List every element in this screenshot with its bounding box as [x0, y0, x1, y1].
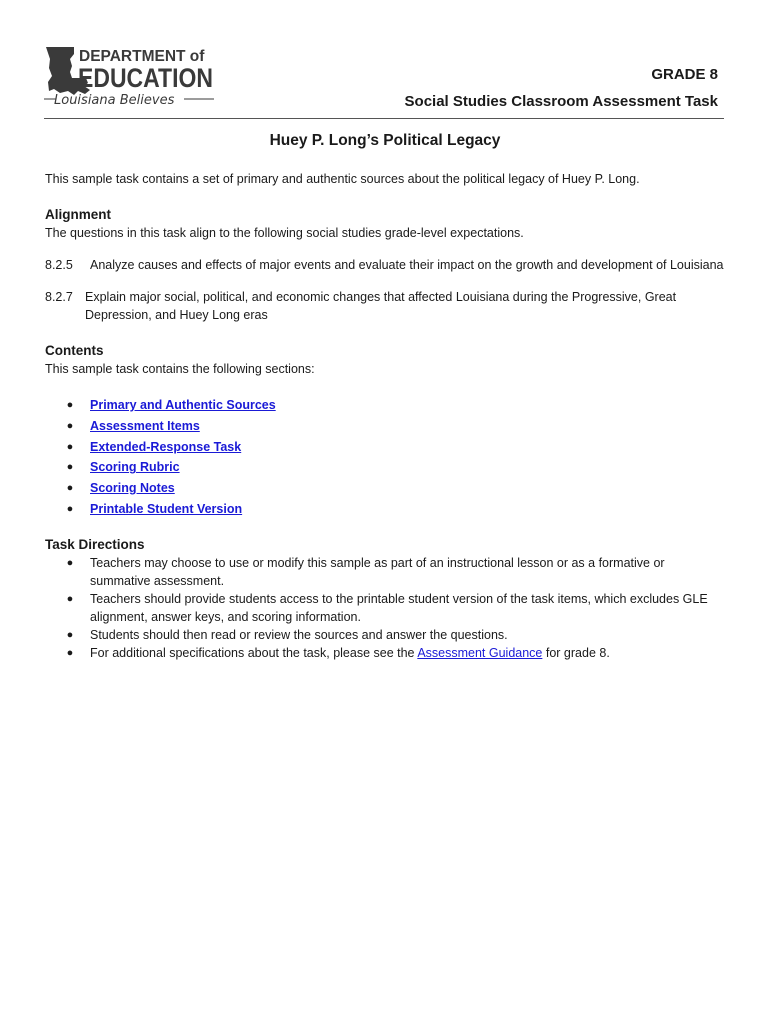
bullet-icon: ●	[66, 502, 74, 515]
bullet-icon: ●	[66, 419, 74, 432]
direction-text: Teachers should provide students access to the printable student version of the task items, which excludes GLE alignment, answer keys, and scoring information.	[90, 591, 708, 624]
link-assessment-items[interactable]: Assessment Items	[90, 418, 200, 433]
bullet-icon: ●	[66, 399, 74, 411]
bullet-icon: ●	[66, 628, 74, 641]
gle-text: Analyze causes and effects of major events and evaluate their impact on the growth and development of Louisiana	[90, 258, 724, 272]
task-directions-section	[45, 536, 725, 662]
direction-text-before: For additional specifications about the task, please see the	[90, 645, 415, 660]
direction-text-after: for grade 8.	[545, 645, 610, 660]
contents-section	[45, 342, 725, 518]
list-item	[45, 644, 725, 662]
bullet-icon: ●	[66, 646, 74, 659]
contents-heading: Contents	[45, 343, 104, 358]
direction-text: Teachers may choose to use or modify this sample as part of an instructional lesson or as a formative or summative assessment.	[90, 555, 665, 588]
bullet-icon: ●	[66, 592, 74, 605]
link-scoring-rubric[interactable]: Scoring Rubric	[90, 460, 180, 475]
list-item	[45, 396, 725, 414]
list-item	[45, 417, 725, 435]
link-extended-response-task[interactable]: Extended-Response Task	[90, 439, 242, 454]
grade-label: GRADE 8	[651, 66, 718, 83]
document-subtitle: Social Studies Classroom Assessment Task	[404, 93, 718, 110]
logo-tagline: Louisiana Believes	[54, 93, 175, 108]
document-body	[45, 170, 725, 662]
link-assessment-guidance[interactable]: Assessment Guidance	[417, 645, 543, 660]
gle-code: 8.2.5	[45, 258, 73, 272]
list-item	[45, 500, 725, 518]
bullet-icon: ●	[66, 461, 74, 474]
list-item	[45, 458, 725, 476]
link-printable-student-version[interactable]: Printable Student Version	[90, 501, 243, 516]
list-item	[45, 554, 725, 590]
list-item	[45, 590, 725, 626]
logo-line2: EDUCATION	[78, 63, 213, 93]
page-title: Huey P. Long’s Political Legacy	[269, 132, 501, 149]
page-header	[44, 42, 724, 119]
logo-line1: DEPARTMENT of	[79, 48, 205, 65]
bullet-icon: ●	[66, 556, 74, 569]
contents-text: This sample task contains the following sections:	[45, 362, 315, 376]
bullet-icon: ●	[66, 440, 74, 453]
link-primary-sources[interactable]: Primary and Authentic Sources	[90, 398, 276, 412]
contents-link-list	[45, 396, 725, 518]
list-item	[45, 479, 725, 497]
department-of-education-logo	[44, 42, 219, 110]
task-directions-list	[45, 554, 725, 662]
gle-code: 8.2.7	[45, 290, 73, 304]
list-item	[45, 438, 725, 456]
bullet-icon: ●	[66, 482, 74, 495]
task-directions-heading: Task Directions	[45, 536, 145, 552]
alignment-text: The questions in this task align to the following social studies grade-level expectations.	[45, 226, 524, 240]
louisiana-state-icon	[44, 42, 219, 110]
direction-text	[90, 644, 610, 662]
gle-item	[45, 288, 725, 324]
gle-text: Explain major social, political, and economic changes that affected Louisiana during the Progressive, Great Depression, and Huey Long eras	[85, 290, 677, 322]
gle-item	[45, 256, 725, 274]
link-scoring-notes[interactable]: Scoring Notes	[90, 481, 175, 496]
direction-text: Students should then read or review the sources and answer the questions.	[90, 627, 508, 642]
intro-text: This sample task contains a set of primary and authentic sources about the political legacy of Huey P. Long.	[45, 172, 640, 186]
list-item	[45, 626, 725, 644]
alignment-heading: Alignment	[45, 207, 111, 222]
